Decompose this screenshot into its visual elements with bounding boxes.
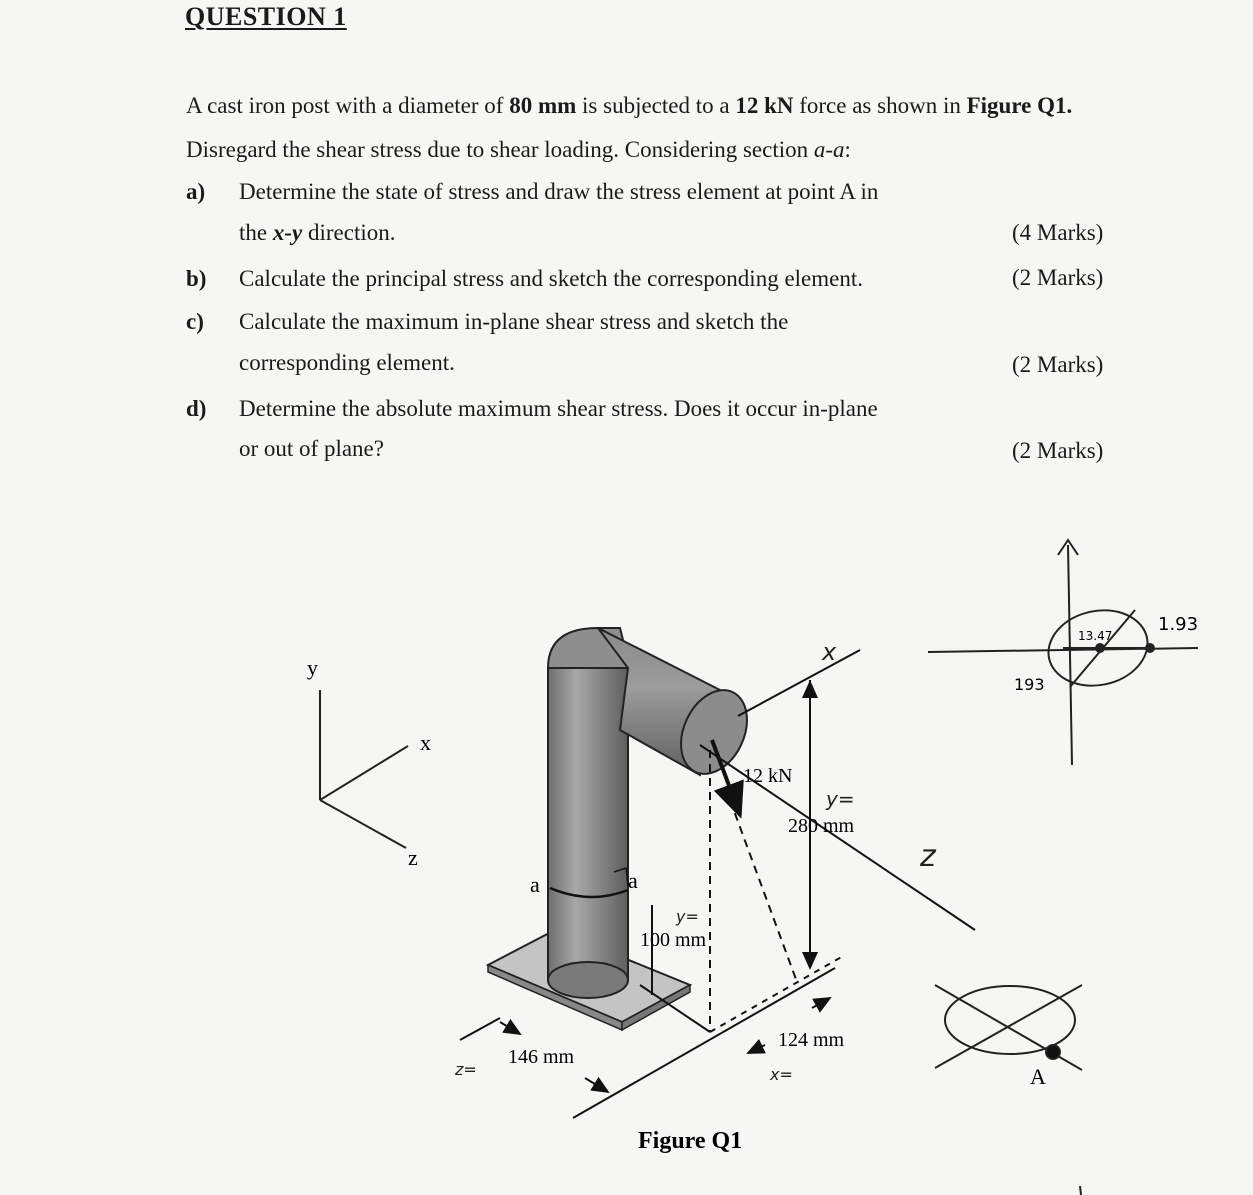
dim-124-label: 124 mm	[778, 1029, 845, 1051]
question-a-line1: Determine the state of stress and draw the stress element at point A in	[239, 179, 879, 204]
hand-note-x: x	[822, 638, 837, 666]
mohr-center-label: 13.47	[1078, 629, 1113, 643]
hand-note-z: z	[920, 839, 936, 874]
axis-z-label: z	[408, 845, 418, 870]
hand-note-y: y=	[826, 787, 855, 811]
question-c-line2: corresponding element.	[239, 350, 455, 375]
question-intro: A cast iron post with a diameter of 80 mm is subjected to a 12 kN force as shown in Figure Q1. Disregard the shear stress due to shear loading. Considering section a-a:	[186, 93, 1073, 162]
element-sketch	[935, 985, 1082, 1195]
section-label-right: a	[628, 868, 638, 893]
question-a-marks: (4 Marks)	[1012, 220, 1104, 245]
question-a-letter: a)	[186, 179, 206, 204]
hand-note-z2: z=	[455, 1060, 477, 1079]
mohr-circle-sketch	[928, 540, 1198, 765]
question-b-marks: (2 Marks)	[1012, 265, 1104, 290]
axis-x-label: x	[420, 730, 431, 755]
question-heading: QUESTION 1	[185, 2, 347, 31]
question-b-line1: Calculate the principal stress and sketch the corresponding element.	[239, 266, 863, 291]
axis-y-label: y	[307, 655, 318, 680]
mohr-right-label: 1.93	[1158, 614, 1199, 635]
dim-100-label: 100 mm	[640, 929, 707, 951]
dim-280-label: 280 mm	[788, 815, 855, 837]
point-a-label: A	[1030, 1064, 1046, 1089]
question-d-line2: or out of plane?	[239, 436, 384, 461]
question-c-marks: (2 Marks)	[1012, 352, 1104, 377]
hand-note-x2: x=	[770, 1065, 793, 1084]
question-a-line2: the x-y direction.	[239, 220, 396, 245]
mohr-left-label: 193	[1014, 675, 1045, 694]
question-d-line1: Determine the absolute maximum shear stress. Does it occur in-plane	[239, 396, 878, 421]
figure-caption: Figure Q1	[638, 1128, 743, 1154]
force-label: 12 kN	[743, 765, 793, 787]
question-c-letter: c)	[186, 309, 204, 334]
question-d-marks: (2 Marks)	[1012, 438, 1104, 463]
question-d-letter: d)	[186, 396, 207, 421]
dim-146-label: 146 mm	[508, 1046, 575, 1068]
post-vertical	[548, 668, 628, 998]
section-label-left: a	[530, 872, 540, 897]
hand-note-y2: y=	[676, 907, 699, 926]
question-b-letter: b)	[186, 266, 207, 291]
question-c-line1: Calculate the maximum in-plane shear stress and sketch the	[239, 309, 789, 334]
coordinate-axes	[320, 690, 408, 848]
